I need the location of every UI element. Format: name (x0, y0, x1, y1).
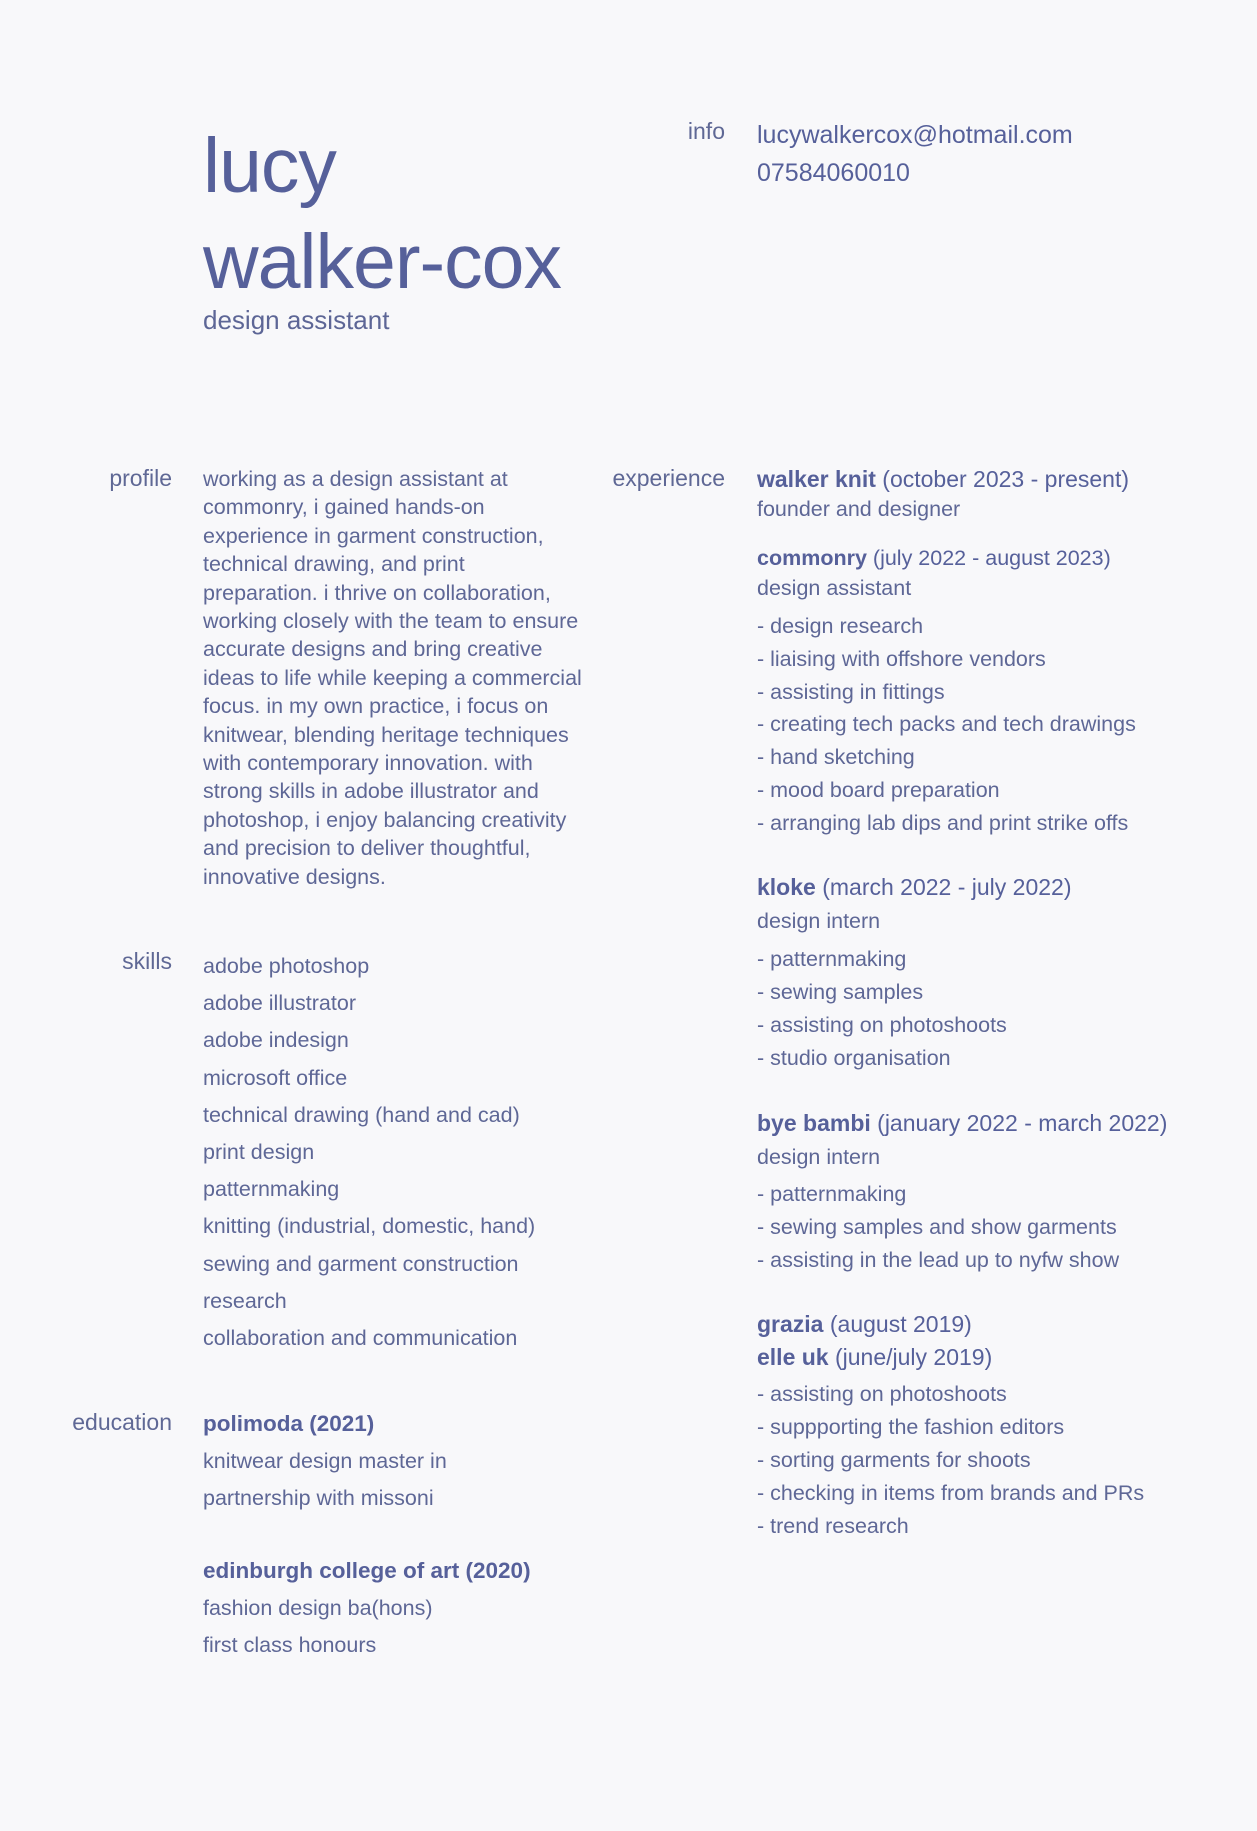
phone-link[interactable]: 07584060010 (757, 159, 910, 187)
job-title: design intern (757, 1145, 881, 1169)
experience-entry (757, 543, 1237, 840)
experience-entry (757, 464, 1237, 524)
experience-label: experience (612, 465, 725, 491)
last-name: walker-cox (203, 219, 561, 305)
degree-line: fashion design ba(hons) (203, 1595, 433, 1620)
duty-item: - arranging lab dips and print strike offs (757, 810, 1129, 835)
duty-item: - studio organisation (757, 1046, 951, 1070)
job-title: design assistant (203, 305, 390, 335)
job-dates: (january 2022 - march 2022) (877, 1110, 1168, 1136)
skill-item: adobe photoshop (203, 954, 370, 978)
skill-item: patternmaking (203, 1177, 340, 1202)
job-heading (757, 1106, 1237, 1140)
profile-label: profile (109, 465, 172, 491)
school-name: edinburgh college of art (2020) (203, 1558, 531, 1583)
skill-item: adobe illustrator (203, 991, 356, 1016)
first-name: lucy (203, 123, 336, 209)
degree-line: knitwear design master in (203, 1448, 447, 1473)
skills-label: skills (122, 948, 172, 974)
duty-item: - suppporting the fashion editors (757, 1415, 1065, 1439)
job-heading (757, 1308, 1237, 1341)
profile-text: working as a design assistant at commonry, i gained hands-on experience in garment construction, technical drawing, and print preparation. i thrive on collaboration, working closely with the team to ensure accurate designs and bring creative ideas to life while keeping a commercial focus. in my own practice, i focus on knitwear, blending heritage techniques with contemporary innovation. with strong skills in adobe illustrator and photoshop, i enjoy balancing creativity and precision to deliver thoughtful, innovative designs. (203, 467, 582, 889)
duty-item: - assisting in the lead up to nyfw show (757, 1248, 1120, 1272)
skill-item: research (203, 1288, 287, 1313)
experience-entry (757, 1308, 1237, 1543)
duty-item: - trend research (757, 1514, 909, 1538)
duty-list (757, 610, 1237, 840)
skill-item: print design (203, 1140, 315, 1165)
duty-item: - checking in items from brands and PRs (757, 1481, 1145, 1505)
education-entry (203, 1552, 531, 1665)
company-name: bye bambi (757, 1110, 871, 1136)
duty-item: - liaising with offshore vendors (757, 646, 1046, 671)
degree-line: partnership with missoni (203, 1486, 434, 1510)
duty-item: - patternmaking (757, 1182, 907, 1206)
skill-item: technical drawing (hand and cad) (203, 1102, 520, 1127)
duty-list (757, 1378, 1237, 1543)
job-heading (757, 870, 1237, 904)
job-dates: (july 2022 - august 2023) (872, 546, 1111, 570)
job-dates: (june/july 2019) (835, 1344, 993, 1370)
education-entry (203, 1405, 447, 1518)
school-name: polimoda (2021) (203, 1411, 375, 1436)
job-title: design assistant (757, 576, 912, 600)
job-title: design intern (757, 909, 881, 933)
job-heading (757, 464, 1237, 494)
duty-item: - sorting garments for shoots (757, 1448, 1031, 1472)
skills-list (203, 948, 535, 1357)
company-name: kloke (757, 874, 816, 900)
company-name: walker knit (757, 466, 876, 492)
skill-item: adobe indesign (203, 1028, 349, 1053)
experience-entry (757, 870, 1237, 1075)
skill-item: knitting (industrial, domestic, hand) (203, 1214, 536, 1239)
job-title: founder and designer (757, 497, 961, 521)
duty-item: - assisting in fittings (757, 679, 945, 704)
duty-list (757, 1178, 1237, 1277)
education-label: education (72, 1409, 172, 1435)
job-heading (757, 1341, 1237, 1374)
skill-item: sewing and garment construction (203, 1251, 519, 1276)
contact-block (757, 116, 1073, 192)
job-heading (757, 543, 1237, 573)
company-name: commonry (757, 546, 867, 570)
duty-item: - assisting on photoshoots (757, 1013, 1007, 1037)
duty-item: - creating tech packs and tech drawings (757, 712, 1136, 737)
duty-list (757, 943, 1237, 1075)
info-label: info (687, 118, 725, 144)
job-dates: (march 2022 - july 2022) (822, 874, 1072, 900)
duty-item: - mood board preparation (757, 777, 1000, 802)
skill-item: microsoft office (203, 1065, 348, 1090)
duty-item: - sewing samples and show garments (757, 1215, 1117, 1239)
company-name: elle uk (757, 1344, 829, 1370)
company-name: grazia (757, 1311, 824, 1337)
duty-item: - patternmaking (757, 947, 907, 971)
duty-item: - hand sketching (757, 745, 915, 770)
degree-line: first class honours (203, 1633, 377, 1657)
duty-item: - assisting on photoshoots (757, 1382, 1007, 1406)
duty-item: - sewing samples (757, 980, 924, 1004)
experience-entry (757, 1106, 1237, 1277)
job-dates: (august 2019) (829, 1311, 972, 1337)
duty-item: - design research (757, 614, 924, 638)
job-dates: (october 2023 - present) (882, 466, 1130, 492)
candidate-name (203, 118, 561, 310)
email-link[interactable]: lucywalkercox@hotmail.com (757, 121, 1073, 149)
skill-item: collaboration and communication (203, 1326, 518, 1351)
